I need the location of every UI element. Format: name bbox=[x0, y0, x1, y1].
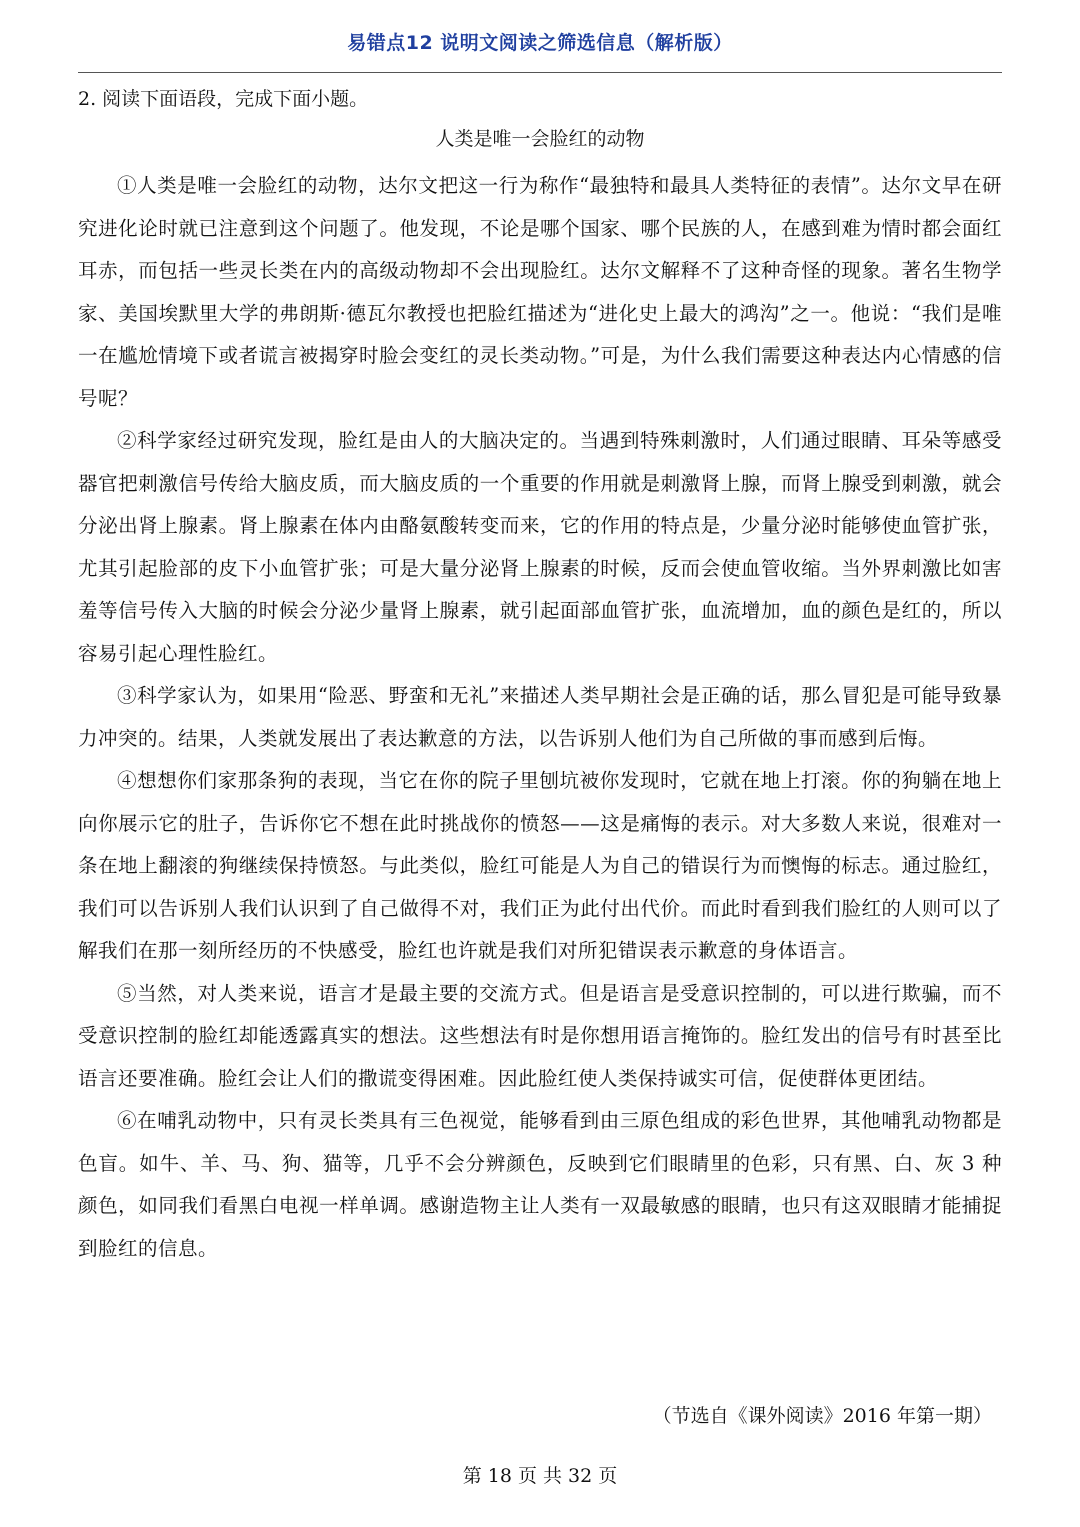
paragraph-6: ⑥在哺乳动物中，只有灵长类具有三色视觉，能够看到由三原色组成的彩色世界，其他哺乳动物都是色盲。如牛、羊、马、狗、猫等，几乎不会分辨颜色，反映到它们眼睛里的色彩，只有黑、白、灰 3 种颜色，如同我们看黑白电视一样单调。感谢造物主让人类有一双最敏感的眼睛，也只有这双眼睛才能捕捉到脸红的信息。 bbox=[78, 1109, 1002, 1260]
paragraph-5: ⑤当然，对人类来说，语言才是最主要的交流方式。但是语言是受意识控制的，可以进行欺骗，而不受意识控制的脸红却能透露真实的想法。这些想法有时是你想用语言掩饰的。脸红发出的信号有时甚至比语言还要准确。脸红会让人们的撒谎变得困难。因此脸红使人类保持诚实可信，促使群体更团结。 bbox=[78, 981, 1002, 1090]
paragraph-4: ④想想你们家那条狗的表现，当它在你的院子里刨坑被你发现时，它就在地上打滚。你的狗躺在地上向你展示它的肚子，告诉你它不想在此时挑战你的愤怒——这是痛悔的表示。对大多数人来说，很难对一条在地上翻滚的狗继续保持愤怒。与此类似，脸红可能是人为自己的错误行为而懊悔的标志。通过脸红，我们可以告诉别人我们认识到了自己做得不对，我们正为此付出代价。而此时看到我们脸红的人则可以了解我们在那一刻所经历的不快感受，脸红也许就是我们对所犯错误表示歉意的身体语言。 bbox=[78, 769, 1002, 962]
paragraph-1: ①人类是唯一会脸红的动物，达尔文把这一行为称作“最独特和最具人类特征的表情”。达尔文早在研究进化论时就已注意到这个问题了。他发现，不论是哪个国家、哪个民族的人，在感到难为情时都会面红耳赤，而包括一些灵长类在内的高级动物却不会出现脸红。达尔文解释不了这种奇怪的现象。著名生物学家、美国埃默里大学的弗朗斯·德瓦尔教授也把脸红描述为“进化史上最大的鸿沟”之一。他说：“我们是唯一在尴尬情境下或者谎言被揭穿时脸会变红的灵长类动物。”可是，为什么我们需要这种表达内心情感的信号呢？ bbox=[78, 174, 1002, 410]
article-title: 人类是唯一会脸红的动物 bbox=[435, 128, 645, 150]
page-number: 第 18 页 共 32 页 bbox=[462, 1465, 618, 1487]
paragraph-2: ②科学家经过研究发现，脸红是由人的大脑决定的。当遇到特殊刺激时，人们通过眼睛、耳朵等感受器官把刺激信号传给大脑皮质，而大脑皮质的一个重要的作用就是刺激肾上腺，而肾上腺受到刺激，就会分泌出肾上腺素。肾上腺素在体内由酪氨酸转变而来，它的作用的特点是，少量分泌时能够使血管扩张，尤其引起脸部的皮下小血管扩张；可是大量分泌肾上腺素的时候，反而会使血管收缩。当外界刺激比如害羞等信号传入大脑的时候会分泌少量肾上腺素，就引起面部血管扩张，血流增加，血的颜色是红的，所以容易引起心理性脸红。 bbox=[78, 429, 1002, 665]
header-divider bbox=[78, 72, 1002, 73]
page-header-title: 易错点12 说明文阅读之筛选信息（解析版） bbox=[347, 32, 733, 54]
question-intro: 2. 阅读下面语段，完成下面小题。 bbox=[78, 88, 369, 110]
article-body bbox=[78, 165, 1002, 1270]
paragraph-3: ③科学家认为，如果用“险恶、野蛮和无礼”来描述人类早期社会是正确的话，那么冒犯是可能导致暴力冲突的。结果，人类就发展出了表达歉意的方法，以告诉别人他们为自己所做的事而感到后悔。 bbox=[78, 684, 1002, 750]
article-source: （节选自《课外阅读》2016 年第一期） bbox=[652, 1405, 992, 1427]
